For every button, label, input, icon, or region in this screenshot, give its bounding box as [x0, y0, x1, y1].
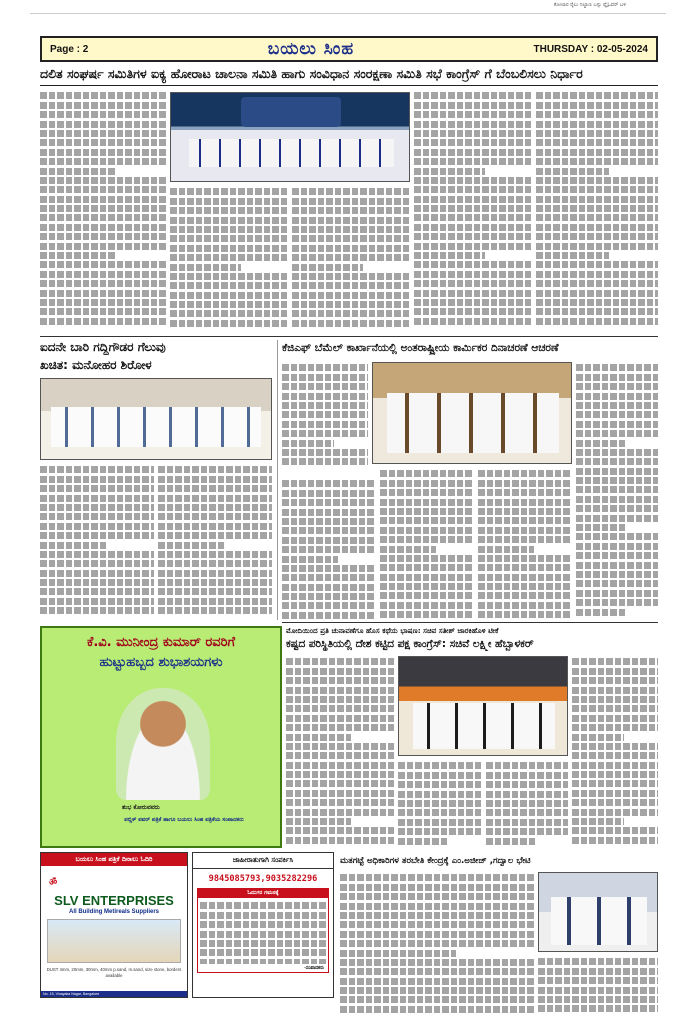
birthday-ad-wisher: ಶುಭ ಕೋರುವವರು — [122, 804, 160, 811]
section-divider — [40, 336, 658, 337]
om-symbol: ॐ — [49, 878, 58, 888]
story3-body-col1 — [282, 362, 368, 474]
contact-phone-numbers: 9845085793,9035282296 — [208, 874, 318, 884]
story4-body-col3 — [486, 760, 568, 848]
birthday-ad-title-line2: ಹುಟ್ಟುಹಬ್ಬದ ಶುಭಾಶಯಗಳು — [99, 655, 223, 670]
story3-body-col5 — [478, 468, 572, 620]
lead-body-col5 — [536, 90, 658, 332]
slv-ad-brand: SLV ENTERPRISES — [54, 893, 174, 908]
story3-photo — [372, 362, 572, 464]
story3-body-col4 — [380, 468, 474, 620]
nameplate: ಬಯಲು ಸಿಂಹ — [267, 39, 355, 59]
story3-body-col3 — [282, 478, 376, 620]
birthday-ad — [40, 626, 282, 848]
lead-photo — [170, 92, 410, 182]
slv-enterprises-ad — [40, 852, 188, 998]
story4-headline: ಕಷ್ಟದ ಪರಿಸ್ಥಿತಿಯಲ್ಲಿ ದೇಶ ಕಟ್ಟಿದ ಪಕ್ಷ ಕಾಂಗ್ರೆಸ್: ಸಚಿವೆ ಲಕ್ಷ್ಮೀ ಹೆಬ್ಬಾಳಕರ್ — [286, 638, 534, 650]
slv-ad-material-photo — [47, 919, 181, 963]
story2-headline-line1: ಐದನೇ ಬಾರಿ ಗದ್ದಿಗೌಡರ ಗೆಲುವು — [40, 340, 166, 354]
story4-body-col4 — [572, 656, 658, 848]
birthday-ad-org: ಪಬ್ಲಿಕ್ ಪವರ್ ಪತ್ರಿಕೆ ಹಾಗೂ ಬಯಲು ಸಿಂಹ ಪತ್ರಿಕೆಯ ಸಂಪಾದಕರು — [124, 817, 244, 823]
story2-photo — [40, 378, 272, 460]
column-divider — [277, 340, 278, 620]
slv-ad-address: No. 15, Vinayaka Nagar, Bangalore — [41, 991, 187, 997]
lead-body-col4 — [414, 90, 532, 332]
newspaper-page — [30, 0, 666, 1024]
top-strip: ಕೋಲಾರ ರೈಲು ನಿಲ್ದಾಣ ಬಸ್ಸು ಫ್ಲೈಓವರ್ ಬಳಿ — [30, 0, 666, 14]
slv-ad-items: DUST 4mm, 20mm, 30mm, 40mm p.sand, m.sand, size stone, borders available — [46, 967, 182, 978]
readers-notice-heading: ಓದುಗರ ಗಮನಕ್ಕೆ — [198, 889, 328, 898]
birthday-ad-title-line1: ಕೆ.ವಿ. ಮುನೀಂದ್ರ ಕುಮಾರ್ ರವರಿಗೆ — [86, 635, 236, 650]
story2-body-col1 — [40, 464, 154, 620]
story2-headline-line2: ಖಚಿತ: ಮನೋಹರ ಶಿರೋಳ — [40, 358, 152, 372]
readers-notice — [197, 888, 329, 973]
story3-headline: ಕೆಜಿಎಫ್ ಬೆಮೆಲ್ ಕಾರ್ಖಾನೆಯಲ್ಲಿ ಅಂತರಾಷ್ಟ್ರೀಯ ಕಾರ್ಮಿಕರ ದಿನಾಚರಣೆ ಆಚರಣೆ — [282, 342, 559, 354]
story5-body-col2 — [538, 956, 658, 1020]
advertise-contact-box — [192, 852, 334, 998]
story4-kicker: ಮೋದಿಯಿಂದ ಪ್ರತಿ ಚುನಾವಣೆಗೂ ಹೊಸ ಕಥೆಯ ಭಾಷಣ: ಸಚಿವ ಸತೀಶ್ ಜಾರಕಿಹೊಳಿ ಟೀಕೆ — [286, 626, 499, 635]
slv-ad-tagline: All Building Metireals Suppliers — [68, 909, 159, 915]
issue-date: THURSDAY : 02-05-2024 — [533, 43, 648, 55]
story4-body-col1 — [286, 656, 394, 848]
story5-photo — [538, 872, 658, 952]
readers-notice-signature: -ಸಂಪಾದಕರು — [304, 966, 324, 971]
contact-heading: ಜಾಹೀರಾತುಗಾಗಿ ಸಂಪರ್ಕಿಸಿ — [193, 853, 333, 869]
story4-body-col2 — [398, 760, 482, 848]
lead-body-col1 — [40, 90, 166, 332]
section-divider — [282, 622, 658, 623]
lead-body-col3 — [292, 186, 410, 332]
portrait-photo — [116, 688, 210, 800]
slv-ad-banner: ಬಯಲು ಸಿಂಹ ಪತ್ರಿಕೆ ದಿನಾಲು ಓದಿರಿ — [41, 853, 187, 866]
page-number: Page : 2 — [50, 43, 89, 55]
story5-headline: ಮತಗಟ್ಟೆ ಅಧಿಕಾರಿಗಳ ತರಬೇತಿ ಕೇಂದ್ರಕ್ಕೆ ಎಂ.ಅಜೀಜ್ ,ಗದ್ವಾಲ ಭೇಟಿ — [340, 856, 531, 866]
readers-notice-body — [198, 898, 328, 964]
masthead — [40, 36, 658, 62]
story2-body-col2 — [158, 464, 272, 620]
story3-body-col2 — [576, 362, 658, 620]
lead-headline: ದಲಿತ ಸಂಘರ್ಷ ಸಮಿತಿಗಳ ಐಕ್ಯ ಹೋರಾಟ ಚಾಲನಾ ಸಮಿತಿ ಹಾಗು ಸಂವಿಧಾನ ಸಂರಕ್ಷಣಾ ಸಮಿತಿ ಸಭೆ ಕಾಂಗ್ರೆಸ್ ಗೆ ಬೆಂಬಲಿಸಲು ನಿರ್ಧಾರ — [40, 66, 658, 86]
story5-body-col1 — [340, 872, 534, 1020]
story4-photo — [398, 656, 568, 756]
lead-body-col2 — [170, 186, 288, 332]
